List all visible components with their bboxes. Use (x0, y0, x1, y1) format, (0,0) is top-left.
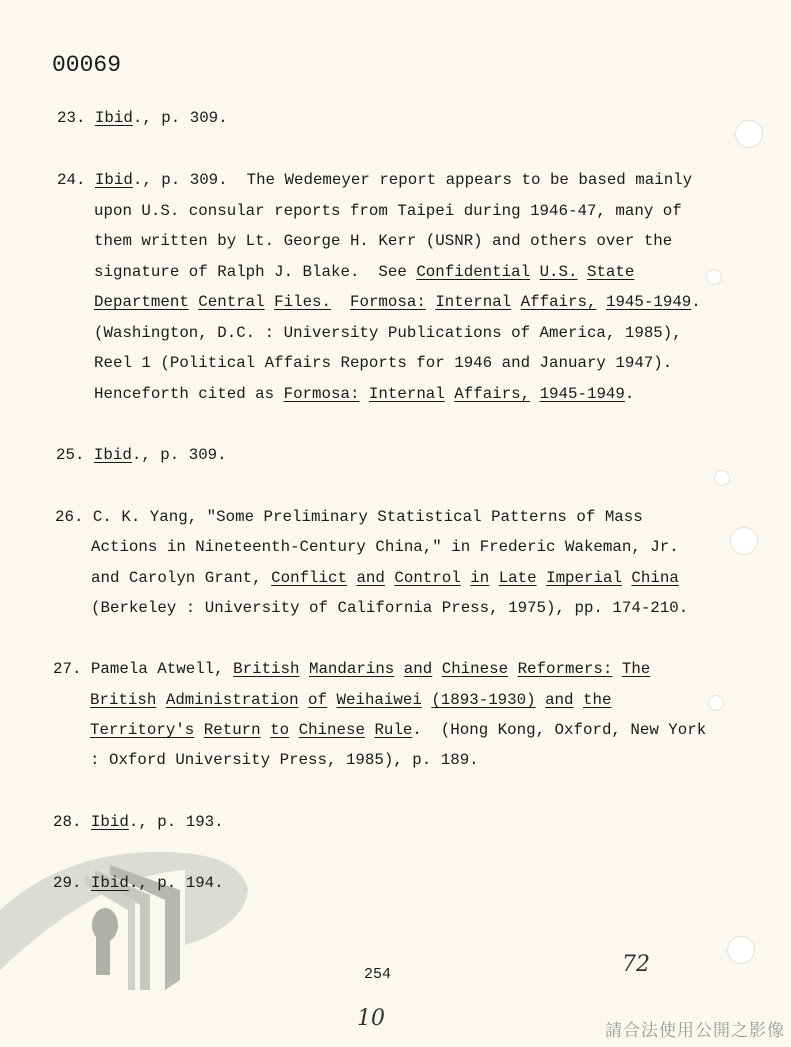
footnote-text (327, 691, 336, 709)
footnote-text: 27. Pamela Atwell, (53, 660, 234, 678)
footnote-text (194, 721, 203, 739)
footnote-text: 24. (57, 171, 95, 189)
footnote-text: : Oxford University Press, 1985), p. 189. (90, 751, 479, 769)
footnote-text: signature of Ralph J. Blake. See (94, 263, 417, 281)
footnote-line (94, 293, 701, 311)
footnote-first-line (53, 874, 224, 892)
underlined-title-text: Internal (368, 385, 445, 403)
footnote-text (331, 293, 350, 311)
footnote-text (289, 721, 298, 739)
underlined-title-text: (1893-1930) (431, 691, 536, 709)
footnote-text (365, 721, 374, 739)
footnote-first-line (53, 660, 650, 678)
underlined-title-text: to (270, 721, 290, 739)
underlined-title-text: and (403, 660, 433, 678)
underlined-title-text: Affairs, (454, 385, 531, 403)
footnote-line (91, 599, 688, 617)
underlined-title-text: Administration (165, 691, 299, 709)
footnote-text (577, 263, 586, 281)
footnote-text (265, 293, 274, 311)
handwritten-number: 72 (622, 952, 650, 977)
punch-hole (727, 936, 755, 964)
underlined-title-text: Affairs, (520, 293, 597, 311)
footnote-text: Reel 1 (Political Affairs Reports for 1946 and January 1947). (94, 354, 673, 372)
footnote-line (94, 324, 682, 342)
footnote-text (156, 691, 165, 709)
underlined-title-text: the (583, 691, 612, 709)
footnote-text (299, 691, 308, 709)
footnote-line (91, 538, 679, 556)
footnote-text: 26. C. K. Yang, "Some Preliminary Statistical Patterns of Mass (55, 508, 643, 526)
underlined-title-text: Late (498, 569, 537, 587)
footnote-text: Actions in Nineteenth-Century China," in Frederic Wakeman, Jr. (91, 538, 679, 556)
footnote-line (90, 691, 611, 709)
footnote-text (359, 385, 368, 403)
footnote-first-line (53, 813, 224, 831)
underlined-title-text: The (621, 660, 651, 678)
underlined-title-text: Conflict (271, 569, 347, 587)
footnote-text (489, 569, 498, 587)
footnote-text: ., p. 309. (132, 109, 228, 127)
underlined-title-text: Central (198, 293, 265, 311)
footnote-text (426, 293, 435, 311)
underlined-title-text: Return (203, 721, 261, 739)
footnote-text: them written by Lt. George H. Kerr (USNR) and others over the (94, 232, 673, 250)
footnote-text: (Berkeley : University of California Press, 1975), pp. 174-210. (91, 599, 689, 617)
underlined-title-text: of (308, 691, 328, 709)
underlined-title-text: Ibid (90, 813, 129, 831)
footnote-text (612, 660, 621, 678)
footnote-text: . (Hong Kong, Oxford, New York (412, 721, 707, 739)
underlined-title-text: U.S. (539, 263, 578, 281)
underlined-title-text: in (470, 569, 490, 587)
footnote-text (299, 660, 308, 678)
footnote-text: upon U.S. consular reports from Taipei during 1946-47, many of (94, 202, 682, 220)
footnote-text (508, 660, 517, 678)
footnote-first-line (57, 171, 692, 189)
underlined-title-text: Rule (374, 721, 413, 739)
footnote-text (261, 721, 270, 739)
punch-hole (708, 695, 724, 711)
footnote-text (432, 660, 441, 678)
punch-hole (735, 120, 763, 148)
footnote-text (461, 569, 470, 587)
footnote-line (94, 354, 672, 372)
punch-hole (714, 470, 730, 486)
underlined-title-text: State (586, 263, 635, 281)
underlined-title-text: Formosa: (283, 385, 360, 403)
footnote-text (536, 691, 545, 709)
underlined-title-text: Weihaiwei (336, 691, 422, 709)
footnote-text: ., p. 194. (128, 874, 224, 892)
footnote-line (94, 385, 634, 403)
underlined-title-text: 1945-1949 (605, 293, 692, 311)
footnote-text (622, 569, 631, 587)
underlined-title-text: 1945-1949 (539, 385, 625, 403)
underlined-title-text: Chinese (298, 721, 365, 739)
page-number: 254 (364, 966, 392, 983)
footnote-text: . (691, 293, 701, 311)
footnote-text: 25. (56, 446, 94, 464)
underlined-title-text: Chinese (441, 660, 509, 678)
footnote-text: ., p. 309. The Wedemeyer report appears to be based mainly (132, 171, 693, 189)
underlined-title-text: Formosa: (349, 293, 426, 311)
footnote-text (422, 691, 431, 709)
underlined-title-text: and (356, 569, 385, 587)
footnote-text (189, 293, 198, 311)
footnote-text: 28. (53, 813, 91, 831)
underlined-title-text: Territory's (90, 721, 195, 739)
footnote-text (511, 293, 520, 311)
footnote-text: ., p. 193. (128, 813, 224, 831)
archive-logo-watermark (0, 850, 250, 1000)
underlined-title-text: Files. (274, 293, 332, 311)
footnote-text (530, 263, 539, 281)
underlined-title-text: Ibid (94, 171, 133, 189)
footnote-text (530, 385, 539, 403)
footnote-text: . (624, 385, 635, 403)
footnote-first-line (57, 109, 228, 127)
underlined-title-text: Imperial (546, 569, 622, 587)
footnote-text: 23. (57, 109, 95, 127)
underlined-title-text: Internal (435, 293, 512, 311)
underlined-title-text: British (233, 660, 300, 678)
footnote-text (445, 385, 454, 403)
footnote-text (596, 293, 605, 311)
footnote-first-line (56, 446, 227, 464)
underlined-title-text: Mandarins (308, 660, 395, 678)
footnote-text: Henceforth cited as (94, 385, 284, 403)
underlined-title-text: Ibid (93, 446, 132, 464)
footnote-line (94, 202, 682, 220)
underlined-title-text: Reformers: (517, 660, 613, 678)
footnote-first-line (55, 508, 643, 526)
handwritten-number: 10 (357, 1006, 385, 1031)
footnote-text: (Washington, D.C. : University Publications of America, 1985), (94, 324, 682, 342)
underlined-title-text: China (631, 569, 679, 587)
underlined-title-text: Ibid (94, 109, 133, 127)
footnote-text (574, 691, 583, 709)
document-id: 00069 (52, 52, 122, 78)
underlined-title-text: and (545, 691, 574, 709)
underlined-title-text: Department (94, 293, 189, 311)
footnote-line (94, 263, 634, 281)
punch-hole (706, 269, 722, 285)
footnote-text: ., p. 309. (131, 446, 227, 464)
footnote-text (385, 569, 394, 587)
footnote-line (90, 721, 706, 739)
underlined-title-text: Ibid (90, 874, 129, 892)
footnote-text: 29. (53, 874, 91, 892)
footnote-text (394, 660, 403, 678)
footnote-line (91, 569, 679, 587)
punch-hole (730, 527, 758, 555)
footnote-text: and Carolyn Grant, (91, 569, 272, 587)
underlined-title-text: British (90, 691, 157, 709)
underlined-title-text: Confidential (416, 263, 531, 281)
watermark-text: 請合法使用公開之影像 (605, 1021, 785, 1041)
underlined-title-text: Control (394, 569, 461, 587)
footnote-line (94, 232, 672, 250)
footnote-text (537, 569, 546, 587)
footnote-line (90, 751, 479, 769)
